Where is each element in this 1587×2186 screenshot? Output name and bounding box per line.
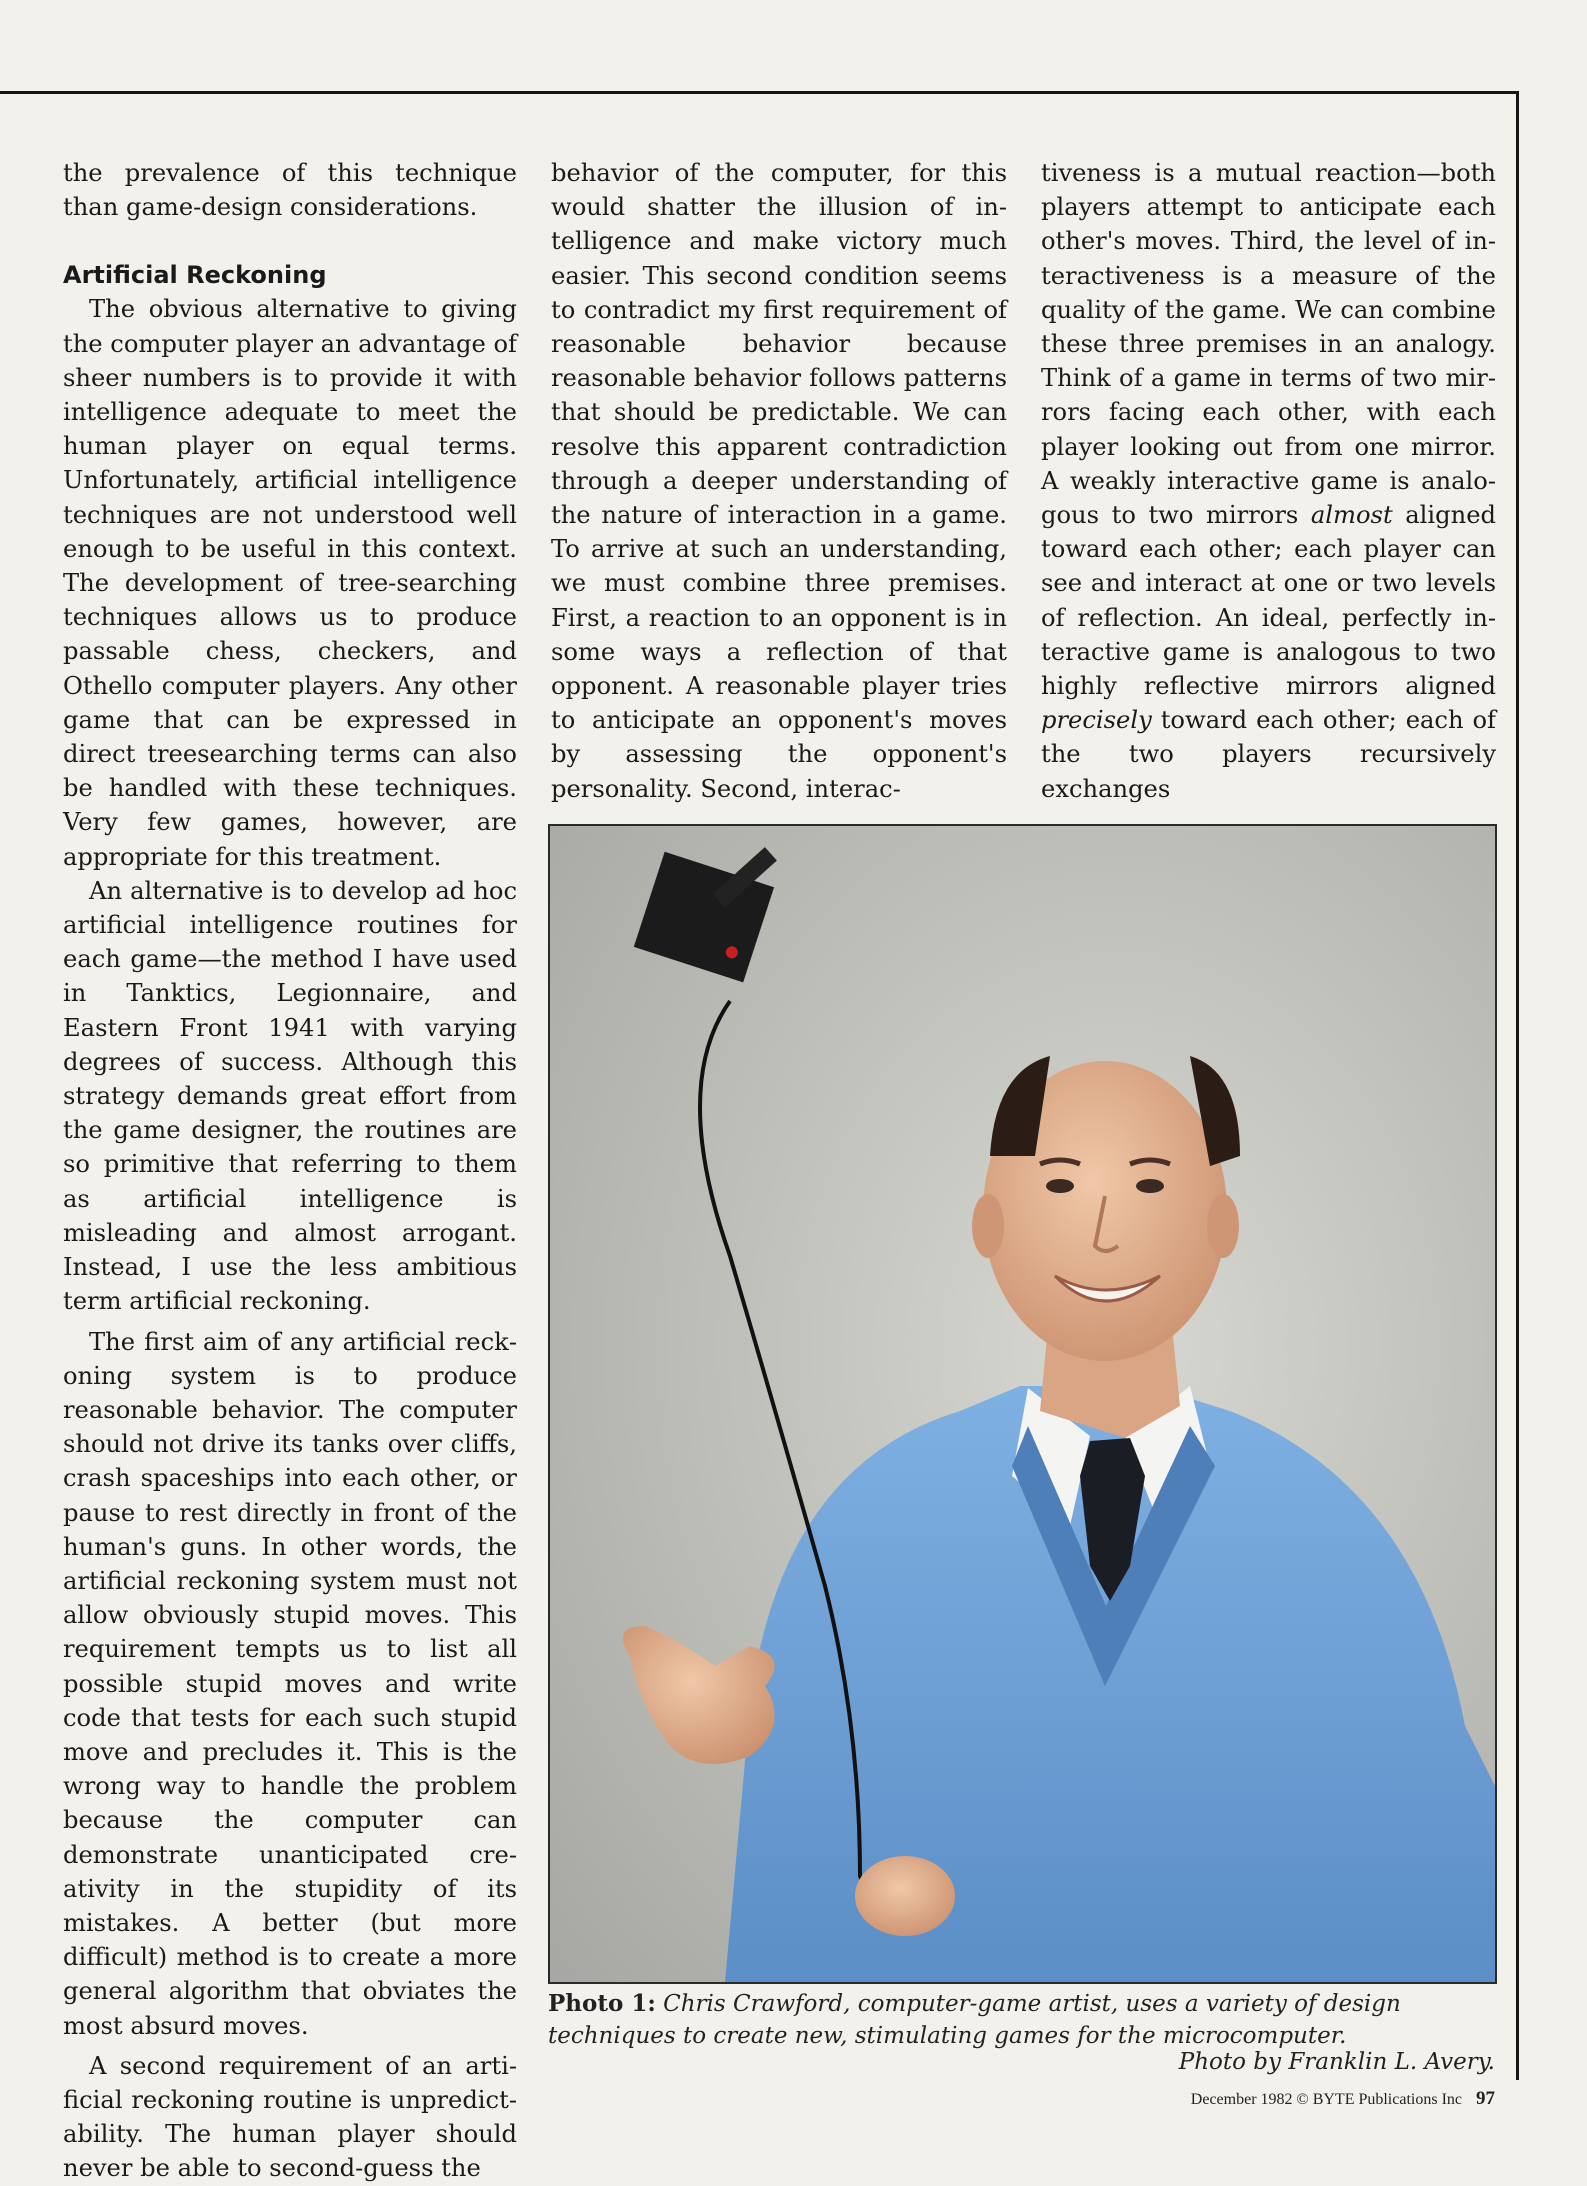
text-run: tiveness is a mutual reaction—both players attempt to anticipate each other's moves. Third, the level of interactiveness is a measure of the quality of the game. We can combine these three premises in an analogy. Think of a game in terms of two mirrors facing each other, with each player looking out from one mirror. A weakly interactive game is analogous to two mirrors [1041,159,1496,530]
text-run: toward each other; each of the two players recursively exchanges [1041,706,1496,803]
ear-right [1207,1194,1239,1258]
page-number: 97 [1476,2088,1495,2109]
top-rule [0,91,1519,94]
paragraph: The first aim of any artificial reckoning system is to produce reasonable behavior. The computer should not drive its tanks over cliffs, crash spaceships into each other, or pause to rest directly in front of the human's guns. In other words, the artificial reckoning system must not allow obviously stupid moves. This requirement tempts us to list all possible stupid moves and write code that tests for each such stupid move and precludes it. This is the wrong way to handle the problem because the computer can demonstrate unanticipated creativity in the stupidity of its mistakes. A better (but more difficult) method is to create a more general algorithm that obviates the most absurd moves. [63,1327,517,2040]
photo-chris-crawford [548,824,1497,1984]
portrait-illustration [550,826,1495,1982]
photo-caption [548,1988,1495,2078]
paragraph [1041,156,1496,806]
eye-left [1046,1179,1074,1193]
photo-credit: Photo by Franklin L. Avery. [1178,2049,1495,2075]
text-run: aligned toward each other; each player can see and interact at one or two levels of reflection. An ideal, perfectly interactive game is analogous to two highly reflective mirrors aligned [1041,501,1496,701]
caption-text: Chris Crawford, computer-game artist, uses a variety of design techniques to create new, stimulating games for the microcomputer. [548,1991,1401,2049]
eye-right [1136,1179,1164,1193]
paragraph: the prevalence of this technique than game-design considerations. [63,159,517,222]
section-heading: Artificial Reckoning [63,261,327,290]
caption-label: Photo 1: [548,1990,656,2017]
page-footer [1191,2088,1495,2110]
text-column-2 [551,156,1007,806]
paragraph: The obvious alternative to giving the computer player an advantage of sheer numbers is to provide it with intelligence adequate to meet the human player on equal terms. Unfortunately, artificial intelligence techniques are not understood well enough to be useful in this context. The development of tree-searching techniques allows us to produce passable chess, checkers, and Othello computer players. Any other game that can be expressed in direct treesearching terms can also be handled with these techniques. Very few games, however, are appropriate for this treatment. [63,295,517,871]
ear-left [972,1194,1004,1258]
text-column-1 [63,156,517,2186]
paragraph: An alternative is to develop ad hoc artificial intelligence routines for each game—the method I have used in Tanktics, Legionnaire, and Eastern Front 1941 with varying degrees of success. Although this strategy demands great effort from the game designer, the routines are so primitive that referring to them as artificial intelligence is misleading and almost arrogant. Instead, I use the less ambitious term artificial reckoning. [63,876,517,1316]
paragraph: A second requirement of an artificial reckoning routine is unpredictability. The human player should never be able to second-guess the [63,2051,517,2183]
text-column-3 [1041,156,1496,806]
emphasis-almost: almost [1310,501,1393,530]
emphasis-precisely: precisely [1041,706,1152,735]
footer-date-line: December 1982 © BYTE Publications Inc [1190,2091,1462,2108]
paragraph: behavior of the computer, for this would shatter the illusion of intelligence and make victory much easier. This second condition seems to contradict my first requirement of reasonable behavior because reasonable behavior follows patterns that should be predictable. We can resolve this apparent contradiction through a deeper understanding of the nature of interaction in a game. To arrive at such an understanding, we must combine three premises. First, a reaction to an opponent is in some ways a reflection of that opponent. A reasonable player tries to anticipate an opponent's moves by assessing the opponent's personality. Second, interac- [551,159,1007,803]
right-rule [1516,91,1519,2080]
right-hand [855,1856,955,1936]
